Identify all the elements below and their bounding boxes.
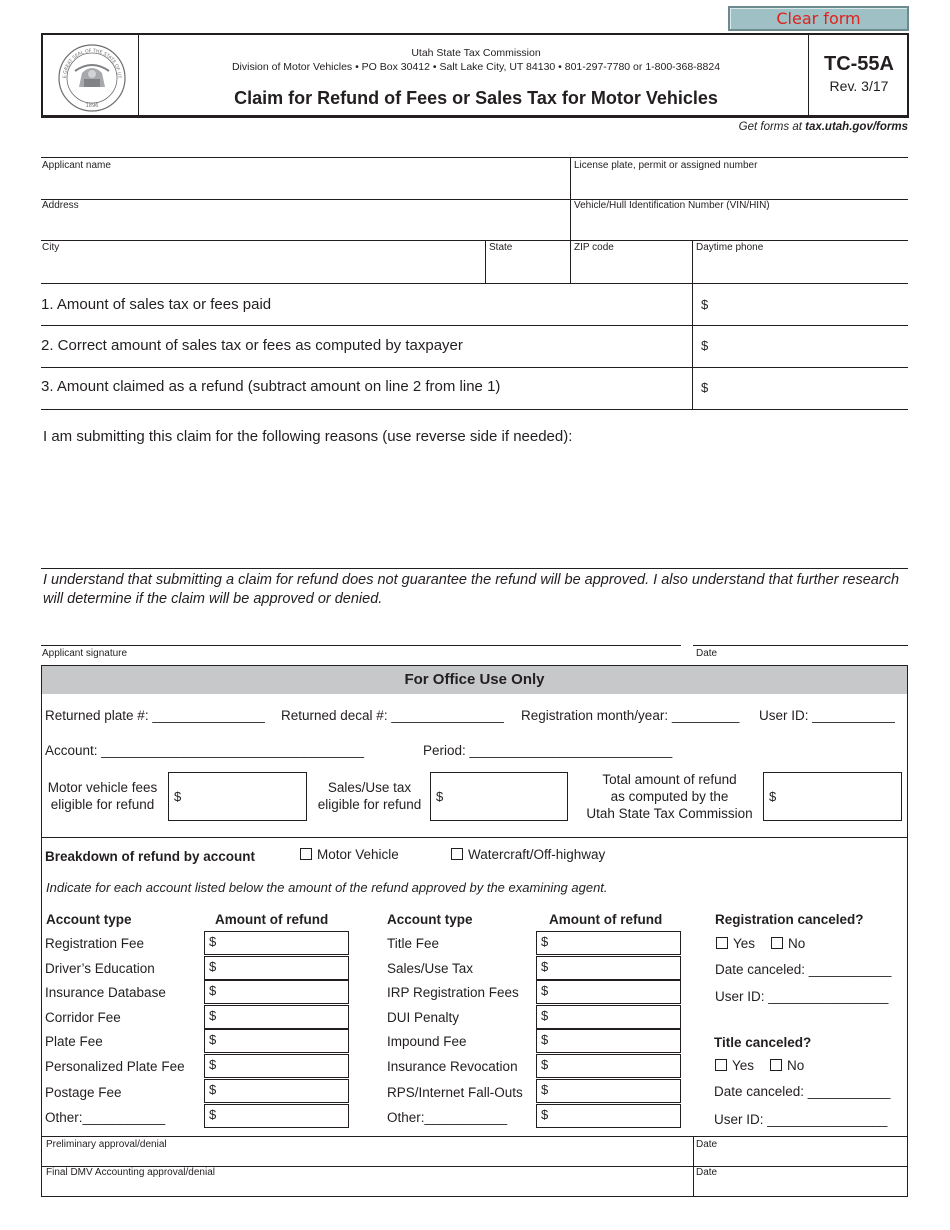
applicant-name-label: Applicant name <box>42 160 111 171</box>
left-amount-header: Amount of refund <box>215 912 329 927</box>
form-title: Claim for Refund of Fees or Sales Tax for Motor Vehicles <box>234 88 718 108</box>
mv-fees-label-line1: Motor vehicle fees <box>47 780 158 795</box>
preliminary-date-label: Date <box>696 1139 718 1150</box>
right-refund-amount-field[interactable] <box>536 956 681 980</box>
preliminary-date-field[interactable] <box>696 1151 906 1165</box>
currency-sign: $ <box>541 983 549 998</box>
registration-no-checkbox[interactable] <box>771 937 783 949</box>
left-account-label: Corridor Fee <box>45 1010 121 1025</box>
left-refund-amount-field[interactable] <box>204 931 349 955</box>
currency-sign: $ <box>541 1082 549 1097</box>
sales-tax-amount-field[interactable] <box>430 772 568 821</box>
rule <box>693 1136 694 1196</box>
line-3-amount-field[interactable] <box>712 373 906 405</box>
total-refund-label-line3: Utah State Tax Commission <box>586 806 753 821</box>
title-no-label: No <box>787 1058 805 1073</box>
left-account-label: Driver’s Education <box>45 961 155 976</box>
currency-sign: $ <box>209 934 217 949</box>
final-approval-label: Final DMV Accounting approval/denial <box>46 1167 215 1178</box>
right-account-label: Title Fee <box>387 936 440 951</box>
applicant-date-field[interactable] <box>694 612 907 644</box>
line-3-label: 3. Amount claimed as a refund (subtract amount on line 2 from line 1) <box>41 378 501 395</box>
date-line <box>693 645 908 646</box>
signature-date-label: Date <box>696 648 718 659</box>
indicate-instructions: Indicate for each account listed below the amount of the refund approved by the examining agent. <box>46 880 608 895</box>
right-account-label: Impound Fee <box>387 1034 467 1049</box>
rule <box>41 157 908 158</box>
registration-yes-label: Yes <box>733 936 756 951</box>
address-field[interactable] <box>42 214 567 238</box>
preliminary-approval-label: Preliminary approval/denial <box>46 1139 167 1150</box>
total-refund-label-line2: as computed by the <box>610 789 729 804</box>
left-refund-amount-field[interactable] <box>204 1079 349 1103</box>
registration-date-canceled-field[interactable]: Date canceled: ___________ <box>715 962 892 977</box>
currency-sign: $ <box>541 1032 549 1047</box>
line-1-label: 1. Amount of sales tax or fees paid <box>41 296 272 313</box>
returned-plate-field[interactable]: Returned plate #: _______________ <box>45 708 265 723</box>
currency-sign: $ <box>209 1107 217 1122</box>
right-account-label: RPS/Internet Fall-Outs <box>387 1085 523 1100</box>
line-2-currency: $ <box>701 338 709 353</box>
rule <box>41 283 908 284</box>
office-use-heading: For Office Use Only <box>42 666 907 694</box>
right-refund-amount-field[interactable] <box>536 980 681 1004</box>
license-plate-field[interactable] <box>574 174 906 196</box>
rule <box>41 199 908 200</box>
applicant-name-field[interactable] <box>42 174 567 196</box>
currency-sign: $ <box>541 959 549 974</box>
agency-name: Utah State Tax Commission <box>411 47 541 59</box>
registration-yes-option[interactable] <box>716 936 755 951</box>
rule <box>41 409 908 410</box>
motor-vehicle-option-label: Motor Vehicle <box>317 847 399 862</box>
line-2-label: 2. Correct amount of sales tax or fees as computed by taxpayer <box>41 337 463 354</box>
rule <box>485 240 486 283</box>
form-header <box>41 33 909 118</box>
registration-yes-checkbox[interactable] <box>716 937 728 949</box>
get-forms-prefix: Get forms at <box>738 121 806 133</box>
license-plate-label: License plate, permit or assigned number <box>574 160 758 171</box>
state-field[interactable] <box>489 256 567 281</box>
right-refund-amount-field[interactable] <box>536 1104 681 1128</box>
vin-field[interactable] <box>574 214 906 238</box>
right-amount-header: Amount of refund <box>549 912 663 927</box>
sales-tax-label <box>312 779 427 813</box>
form-revision: Rev. 3/17 <box>829 78 889 94</box>
title-canceled-heading: Title canceled? <box>714 1035 812 1050</box>
address-label: Address <box>42 200 79 211</box>
motor-vehicle-checkbox[interactable] <box>300 848 312 860</box>
title-yes-label: Yes <box>732 1058 755 1073</box>
reasons-label: I am submitting this claim for the following reasons (use reverse side if needed): <box>43 428 573 445</box>
line-2-amount-field[interactable] <box>712 331 906 363</box>
mv-fees-amount-field[interactable] <box>168 772 307 821</box>
signature-line <box>41 645 681 646</box>
motor-vehicle-option[interactable] <box>300 847 399 862</box>
rule <box>41 568 908 569</box>
right-refund-amount-field[interactable] <box>536 1079 681 1103</box>
right-refund-amount-field[interactable] <box>536 931 681 955</box>
phone-field[interactable] <box>696 256 906 281</box>
left-refund-amount-field[interactable] <box>204 956 349 980</box>
final-date-field[interactable] <box>696 1180 906 1195</box>
currency-sign: $ <box>541 1057 549 1072</box>
zip-label: ZIP code <box>574 242 614 253</box>
phone-label: Daytime phone <box>696 242 764 253</box>
right-account-type-header: Account type <box>387 912 473 927</box>
left-refund-amount-field[interactable] <box>204 980 349 1004</box>
right-account-label: Sales/Use Tax <box>387 961 474 976</box>
rule <box>570 157 571 283</box>
registration-canceled-heading: Registration canceled? <box>715 912 864 927</box>
left-account-label: Registration Fee <box>45 936 145 951</box>
mv-fees-label <box>45 779 160 813</box>
agency-address: Division of Motor Vehicles • PO Box 30412 • Salt Lake City, UT 84130 • 801-297-7780 or 1-800-368-8824 <box>231 61 721 73</box>
city-label: City <box>42 242 60 253</box>
right-account-label: Insurance Revocation <box>387 1059 518 1074</box>
left-account-type-header: Account type <box>46 912 132 927</box>
total-refund-amount-field[interactable] <box>763 772 902 821</box>
currency-sign: $ <box>541 1107 549 1122</box>
city-field[interactable] <box>42 256 482 281</box>
right-refund-amount-field[interactable] <box>536 1005 681 1029</box>
zip-field[interactable] <box>574 256 689 281</box>
left-refund-amount-field[interactable] <box>204 1029 349 1053</box>
rule <box>41 367 908 368</box>
watercraft-checkbox[interactable] <box>451 848 463 860</box>
currency-sign: $ <box>209 983 217 998</box>
watercraft-option-label: Watercraft/Off-highway <box>468 847 606 862</box>
registration-no-option[interactable] <box>771 936 805 951</box>
currency-sign: $ <box>209 959 217 974</box>
seal-text: E GREAT SEAL OF THE STATE OF UT <box>62 48 122 79</box>
registration-user-id-field[interactable]: User ID: ________________ <box>715 989 889 1004</box>
left-refund-amount-field[interactable] <box>204 1005 349 1029</box>
agency-info <box>141 46 811 74</box>
get-forms-note <box>739 121 908 133</box>
rule <box>41 1136 908 1137</box>
final-date-label: Date <box>696 1167 718 1178</box>
period-field[interactable]: Period: ___________________________ <box>423 743 673 758</box>
reasons-textarea[interactable] <box>43 450 906 562</box>
clear-form-button[interactable]: Clear form <box>728 6 909 31</box>
seal-year: 1896 <box>85 103 99 109</box>
signature-label: Applicant signature <box>42 648 128 659</box>
line-1-currency: $ <box>701 297 709 312</box>
header-divider <box>138 35 139 116</box>
left-account-label: Other:___________ <box>45 1110 166 1125</box>
left-refund-amount-field[interactable] <box>204 1054 349 1078</box>
get-forms-link[interactable]: tax.utah.gov/forms <box>805 121 908 133</box>
rule <box>41 325 908 326</box>
watercraft-option[interactable] <box>451 847 605 862</box>
rule <box>41 240 908 241</box>
total-refund-label <box>578 771 761 822</box>
account-field[interactable]: Account: ___________________________________ <box>45 743 365 758</box>
registration-month-field[interactable]: Registration month/year: _________ <box>521 708 740 723</box>
currency-sign: $ <box>436 789 444 804</box>
title-no-option[interactable] <box>770 1058 804 1073</box>
currency-sign: $ <box>209 1032 217 1047</box>
right-account-label: Other:___________ <box>387 1110 508 1125</box>
currency-sign: $ <box>209 1008 217 1023</box>
rule <box>41 837 908 838</box>
form-number: TC-55A <box>823 53 894 75</box>
applicant-signature-field[interactable] <box>42 612 680 644</box>
currency-sign: $ <box>209 1082 217 1097</box>
currency-sign: $ <box>541 934 549 949</box>
breakdown-label: Breakdown of refund by account <box>45 849 256 864</box>
left-account-label: Personalized Plate Fee <box>45 1059 185 1074</box>
line-3-currency: $ <box>701 380 709 395</box>
right-account-label: IRP Registration Fees <box>387 985 519 1000</box>
currency-sign: $ <box>209 1057 217 1072</box>
sales-tax-label-line2: eligible for refund <box>317 797 422 812</box>
left-account-label: Insurance Database <box>45 985 166 1000</box>
office-user-id-field[interactable]: User ID: ___________ <box>759 708 895 723</box>
left-refund-amount-field[interactable] <box>204 1104 349 1128</box>
currency-sign: $ <box>541 1008 549 1023</box>
title-yes-option[interactable] <box>715 1058 754 1073</box>
title-user-id-field[interactable]: User ID: ________________ <box>714 1112 888 1127</box>
left-account-label: Plate Fee <box>45 1034 103 1049</box>
right-account-label: DUI Penalty <box>387 1010 460 1025</box>
line-1-amount-field[interactable] <box>712 290 906 322</box>
currency-sign: $ <box>769 789 777 804</box>
currency-sign: $ <box>174 789 182 804</box>
preliminary-approval-field[interactable] <box>46 1151 690 1165</box>
left-account-label: Postage Fee <box>45 1085 122 1100</box>
returned-decal-field[interactable]: Returned decal #: _______________ <box>281 708 504 723</box>
total-refund-label-line1: Total amount of refund <box>602 772 737 787</box>
right-refund-amount-field[interactable] <box>536 1054 681 1078</box>
utah-state-seal-icon <box>57 43 127 113</box>
registration-no-label: No <box>788 936 806 951</box>
right-refund-amount-field[interactable] <box>536 1029 681 1053</box>
state-label: State <box>489 242 513 253</box>
final-approval-field[interactable] <box>46 1180 690 1195</box>
understand-statement: I understand that submitting a claim for refund does not guarantee the refund will be approved. I also understand that further research will determine if the claim will be approved or denied. <box>43 572 900 607</box>
title-yes-checkbox[interactable] <box>715 1059 727 1071</box>
title-no-checkbox[interactable] <box>770 1059 782 1071</box>
vin-label: Vehicle/Hull Identification Number (VIN/HIN) <box>574 200 770 211</box>
sales-tax-label-line1: Sales/Use tax <box>327 780 412 795</box>
title-date-canceled-field[interactable]: Date canceled: ___________ <box>714 1084 891 1099</box>
mv-fees-label-line2: eligible for refund <box>50 797 155 812</box>
